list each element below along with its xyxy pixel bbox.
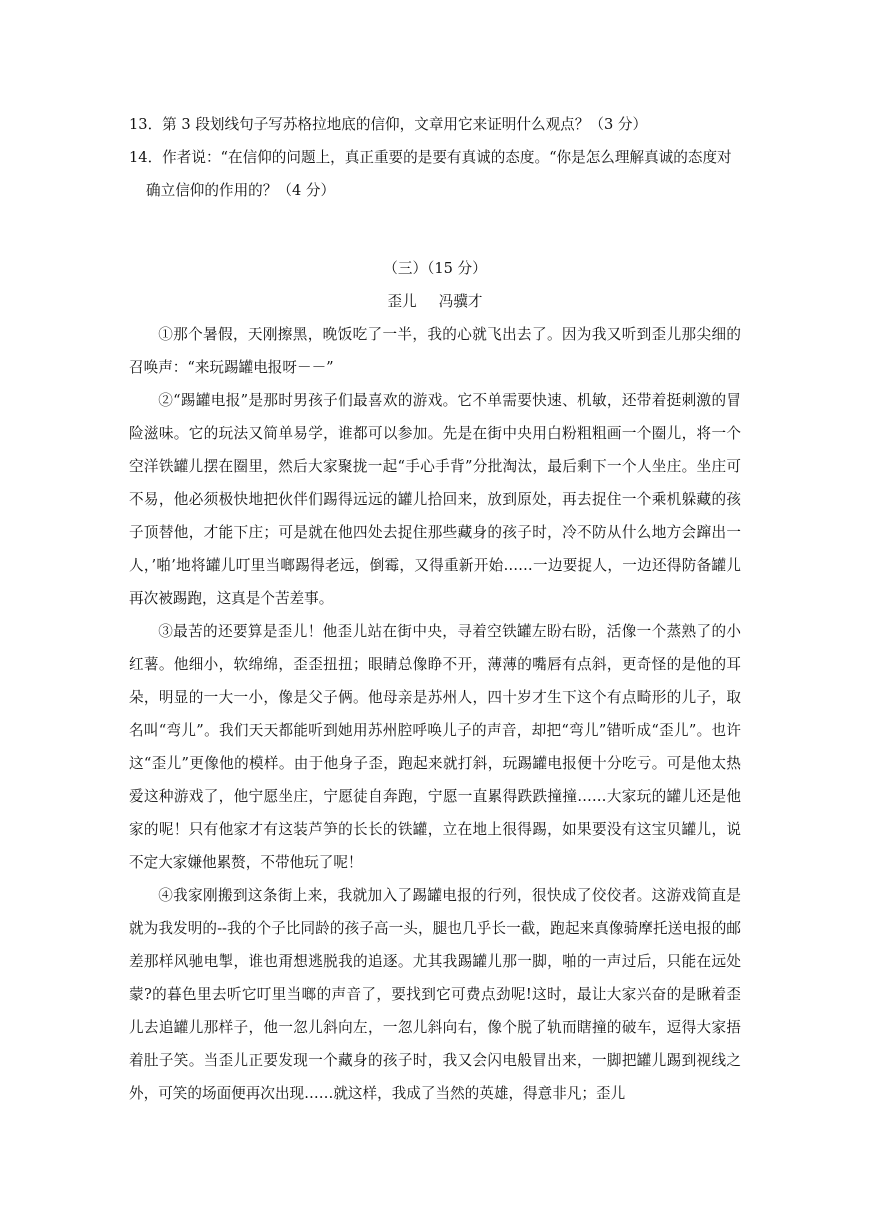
paragraph-1: ①那个暑假，天刚擦黑，晚饭吃了一半，我的心就飞出去了。因为我又听到歪儿那尖细的召唤声：“来玩踢罐电报呀－－” bbox=[129, 326, 741, 376]
article-title: 歪儿 bbox=[387, 293, 417, 310]
question-14: 14．作者说：“在信仰的问题上，真正重要的是要有真诚的态度。“你是怎么理解真诚的态度对确立信仰的作用的？（4 分） bbox=[129, 149, 732, 199]
paragraph-3: ③最苦的还要算是歪儿！他歪儿站在街中央，寻着空铁罐左盼右盼，活像一个蒸熟了的小红薯。他细小，软绵绵，歪歪扭扭；眼睛总像睁不开，薄薄的嘴唇有点斜，更奇怪的是他的耳朵，明显的一大一小，像是父子俩。他母亲是苏州人，四十岁才生下这个有点畸形的儿子，取名叫“弯儿”。我们天天都能听到她用苏州腔呼唤儿子的声音，却把“弯儿”错听成“歪儿”。也许这“歪儿”更像他的模样。由于他身子歪，跑起来就打斜，玩踢罐电报便十分吃亏。可是他太热爱这种游戏了，他宁愿坐庄，宁愿徒自奔跑，宁愿一直累得跌跌撞撞……大家玩的罐儿还是他家的呢！只有他家才有这装芦笋的长长的铁罐，立在地上很得踢，如果要没有这宝贝罐儿，说不定大家嫌他累赘，不带他玩了呢！ bbox=[129, 623, 741, 871]
paragraph-4: ④我家刚搬到这条街上来，我就加入了踢罐电报的行列，很快成了佼佼者。这游戏简直是就为我发明的--我的个子比同龄的孩子高一头，腿也几乎长一截，跑起来真像骑摩托送电报的邮差那样风驰电掣，谁也甭想逃脱我的追逐。尤其我踢罐儿那一脚，啪的一声过后，只能在远处蒙?的暮色里去听它叮里当啷的声音了，要找到它可费点劲呢!这时，最让大家兴奋的是瞅着歪儿去追罐儿那样子，他一忽儿斜向左，一忽儿斜向右，像个脱了轨而瞎撞的破车，逗得大家捂着肚子笑。当歪儿正要发现一个藏身的孩子时，我又会闪电般冒出来，一脚把罐儿踢到视线之外，可笑的场面便再次出现……就这样，我成了当然的英雄，得意非凡；歪儿 bbox=[129, 887, 741, 1102]
page-content bbox=[129, 108, 741, 1110]
article-author: 冯骥才 bbox=[438, 293, 483, 310]
section-title: （三）（15 分） bbox=[383, 260, 487, 277]
article-heading bbox=[129, 285, 741, 318]
paragraph-2: ②“踢罐电报”是那时男孩子们最喜欢的游戏。它不单需要快速、机敏，还带着挺刺激的冒险滋味。它的玩法又简单易学，谁都可以参加。先是在街中央用白粉粗粗画一个圈儿，将一个空洋铁罐儿摆在圈里，然后大家聚拢一起“手心手背”分批淘汰，最后剩下一个人坐庄。坐庄可不易，他必须极快地把伙伴们踢得远远的罐儿拾回来，放到原处，再去捉住一个乘机躲藏的孩子顶替他，才能下庄；可是就在他四处去捉住那些藏身的孩子时，冷不防从什么地方会蹿出一人，’啪’地将罐儿叮里当啷踢得老远，倒霉，又得重新开始……一边要捉人，一边还得防备罐儿再次被踢跑，这真是个苦差事。 bbox=[129, 392, 741, 607]
question-13: 13．第 3 段划线句子写苏格拉地底的信仰，文章用它来证明什么观点？（3 分） bbox=[129, 116, 648, 133]
